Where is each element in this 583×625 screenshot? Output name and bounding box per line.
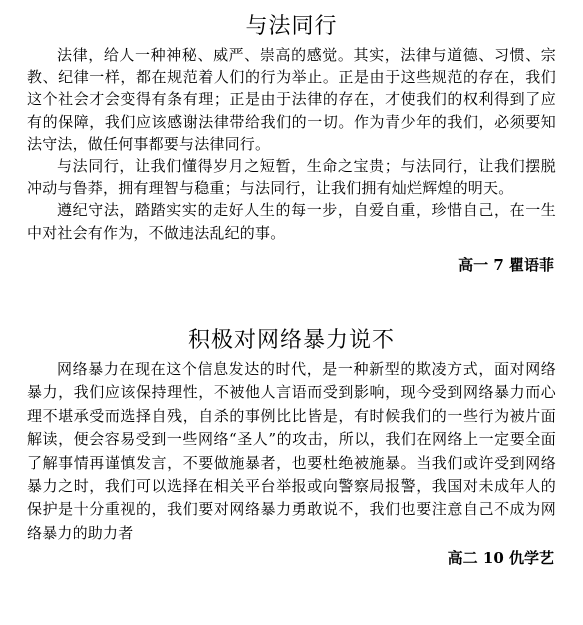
author-signature: 高一 7 瞿语菲 [458, 255, 554, 274]
article-title: 积极对网络暴力说不 [187, 328, 395, 353]
article-paragraph: 网络暴力在现在这个信息发达的时代，是一种新型的欺凌方式，面对网络暴力，我们应该保持理性，不被他人言语而受到影响，现今受到网络暴力而心理不堪承受而选择自残，自杀的事例比比皆是，有时候我们的一些行为被片面解读，便会容易受到一些网络“圣人”的攻击，所以，我们在网络上一定要全面了解事情再谨慎发言，不要做施暴者，也要杜绝被施暴。当我们或许受到网络暴力之时，我们可以选择在相关平台举报或向警察局报警，我国对未成年人的保护是十分重视的，我们要对网络暴力勇敢说不，我们也要注意自己不成为网络暴力的助力者 [27, 360, 556, 542]
article-paragraph: 遵纪守法，踏踏实实的走好人生的每一步，自爱自重，珍惜自己，在一生中对社会有作为，不做违法乱纪的事。 [27, 201, 556, 242]
article-law [27, 12, 556, 276]
article-cyberbullying [27, 326, 556, 569]
author-signature: 高二 10 仇学艺 [447, 549, 554, 568]
article-paragraph: 与法同行，让我们懂得岁月之短暂，生命之宝贵；与法同行，让我们摆脱冲动与鲁莽，拥有理智与稳重；与法同行，让我们拥有灿烂辉煌的明天。 [27, 157, 556, 198]
article-paragraph: 法律，给人一种神秘、威严、崇高的感觉。其实，法律与道德、习惯、宗教、纪律一样，都在规范着人们的行为举止。正是由于这些规范的存在，我们这个社会才会变得有条有理；正是由于法律的存在，才使我们的权利得到了应有的保障，我们应该感谢法律带给我们的一切。作为青少年的我们，必须要知法守法，做任何事都要与法律同行。 [27, 46, 556, 153]
article-title: 与法同行 [245, 14, 338, 39]
